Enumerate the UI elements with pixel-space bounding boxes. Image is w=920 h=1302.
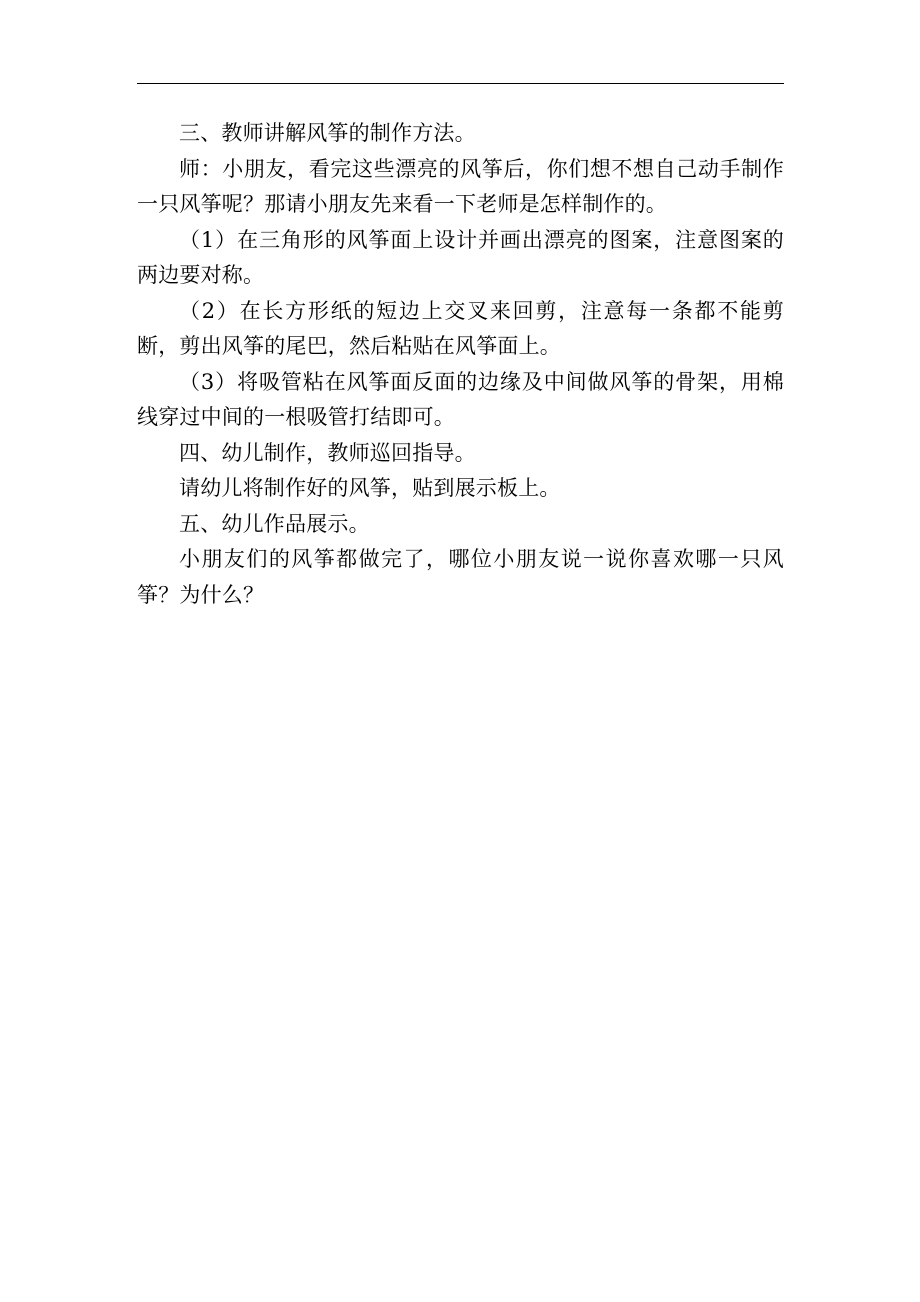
section-heading-4: 四、幼儿制作，教师巡回指导。	[179, 440, 476, 465]
display-instruction: 请幼儿将制作好的风筝，贴到展示板上。	[179, 476, 561, 500]
closing-question: 小朋友们的风筝都做完了，哪位小朋友说一说你喜欢哪一只风筝？为什么？	[137, 547, 784, 607]
section-heading-3: 三、教师讲解风筝的制作方法。	[179, 121, 476, 145]
document-body	[137, 116, 784, 613]
step-2: （2）在长方形纸的短边上交叉来回剪，注意每一条都不能剪断，剪出风筝的尾巴，然后粘贴在风筝面上。	[137, 298, 784, 358]
section-heading-5: 五、幼儿作品展示。	[179, 511, 370, 536]
step-1: （1）在三角形的风筝面上设计并画出漂亮的图案，注意图案的两边要对称。	[137, 227, 784, 287]
header-rule	[137, 83, 784, 84]
step-3: （3）将吸管粘在风筝面反面的边缘及中间做风筝的骨架，用棉线穿过中间的一根吸管打结即可。	[137, 369, 784, 429]
teacher-speech: 师：小朋友，看完这些漂亮的风筝后，你们想不想自己动手制作一只风筝呢？那请小朋友先来看一下老师是怎样制作的。	[137, 156, 784, 216]
